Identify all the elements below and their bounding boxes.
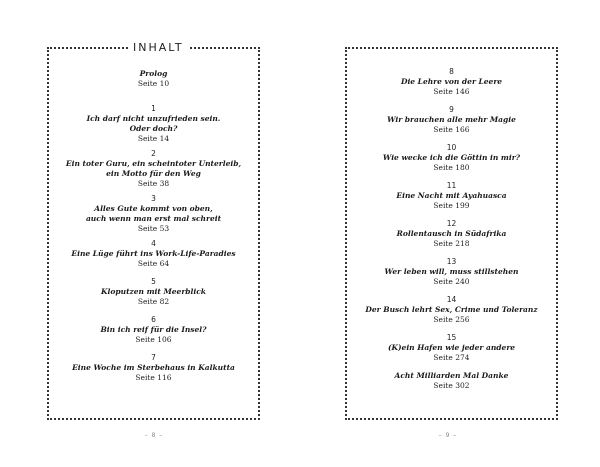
entry-number: 14 bbox=[446, 295, 457, 304]
toc-entry bbox=[347, 181, 556, 211]
entry-number: 6 bbox=[151, 315, 156, 324]
entry-number: 15 bbox=[446, 333, 457, 342]
entry-number: 1 bbox=[151, 104, 156, 113]
toc-entry bbox=[347, 143, 556, 173]
entry-number: 7 bbox=[151, 353, 156, 362]
page-number: – 8 – bbox=[144, 432, 164, 439]
entry-page: Seite 106 bbox=[135, 335, 172, 344]
entry-page: Seite 53 bbox=[137, 224, 170, 233]
entry-title: Rollentausch in Südafrika bbox=[396, 229, 507, 238]
entry-title: Eine Nacht mit Ayahuasca bbox=[396, 191, 507, 200]
entry-title: Prolog bbox=[139, 69, 168, 78]
toc-heading bbox=[129, 40, 188, 56]
entry-page: Seite 38 bbox=[137, 179, 170, 188]
toc-entry bbox=[49, 315, 258, 345]
entry-title-line2: auch wenn man erst mal schreit bbox=[85, 214, 222, 223]
entry-number: 13 bbox=[446, 257, 457, 266]
entry-page: Seite 10 bbox=[137, 79, 170, 88]
entry-title-line2: Oder doch? bbox=[129, 124, 178, 133]
entry-title: Wer leben will, muss stillstehen bbox=[384, 267, 519, 276]
entry-number: 2 bbox=[151, 149, 156, 158]
entry-title: Eine Lüge führt ins Work-Life-Paradies bbox=[71, 249, 236, 258]
entry-number: 3 bbox=[151, 194, 156, 203]
entry-page: Seite 180 bbox=[433, 163, 470, 172]
toc-entry bbox=[347, 67, 556, 97]
entry-page: Seite 64 bbox=[137, 259, 170, 268]
entry-page: Seite 116 bbox=[135, 373, 172, 382]
toc-entry bbox=[49, 194, 258, 234]
entry-title: Bin ich reif für die Insel? bbox=[100, 325, 207, 334]
toc-entry bbox=[347, 257, 556, 287]
entry-number: 11 bbox=[446, 181, 457, 190]
toc-frame-left bbox=[47, 41, 260, 420]
entry-title: Der Busch lehrt Sex, Crime und Toleranz bbox=[365, 305, 538, 314]
entry-title: Wie wecke ich die Göttin in mir? bbox=[382, 153, 521, 162]
entry-number: 9 bbox=[449, 105, 454, 114]
entry-page: Seite 146 bbox=[433, 87, 470, 96]
right-page bbox=[300, 0, 600, 467]
entry-page: Seite 274 bbox=[433, 353, 470, 362]
toc-heading-text: INHALT bbox=[133, 41, 184, 54]
entry-title: Eine Woche im Sterbehaus in Kalkutta bbox=[72, 363, 235, 372]
toc-entry bbox=[347, 105, 556, 135]
entry-page: Seite 199 bbox=[433, 201, 470, 210]
entry-title: Alles Gute kommt von oben, bbox=[94, 204, 213, 213]
entry-number: 8 bbox=[449, 67, 454, 76]
toc-frame-right bbox=[345, 47, 558, 420]
entry-page: Seite 166 bbox=[433, 125, 470, 134]
entry-number: 4 bbox=[151, 239, 156, 248]
entry-title-line2: ein Motto für den Weg bbox=[106, 169, 201, 178]
entry-title: Ein toter Guru, ein scheintoter Unterleib, bbox=[65, 159, 242, 168]
toc-entry bbox=[49, 69, 258, 89]
toc-entry bbox=[49, 353, 258, 383]
entry-page: Seite 240 bbox=[433, 277, 470, 286]
toc-entry bbox=[49, 277, 258, 307]
entry-page: Seite 302 bbox=[433, 381, 470, 390]
entry-title: Wir brauchen alle mehr Magie bbox=[387, 115, 516, 124]
entry-title: Acht Milliarden Mal Danke bbox=[394, 371, 509, 380]
toc-entry bbox=[49, 239, 258, 269]
toc-entry bbox=[347, 219, 556, 249]
entry-page: Seite 82 bbox=[137, 297, 170, 306]
page-number: – 9 – bbox=[438, 432, 458, 439]
entry-page: Seite 14 bbox=[137, 134, 170, 143]
entry-title: Kloputzen mit Meerblick bbox=[101, 287, 206, 296]
entry-page: Seite 256 bbox=[433, 315, 470, 324]
entry-title: Ich darf nicht unzufrieden sein. bbox=[86, 114, 221, 123]
entry-title: (K)ein Hafen wie jeder andere bbox=[387, 343, 516, 352]
toc-entry bbox=[347, 333, 556, 363]
entry-title: Die Lehre von der Leere bbox=[400, 77, 503, 86]
toc-entry bbox=[49, 149, 258, 189]
toc-entry bbox=[49, 104, 258, 144]
entry-number: 12 bbox=[446, 219, 457, 228]
entry-number: 5 bbox=[151, 277, 156, 286]
toc-entry bbox=[347, 371, 556, 391]
entry-page: Seite 218 bbox=[433, 239, 470, 248]
toc-entry bbox=[347, 295, 556, 325]
entry-number: 10 bbox=[446, 143, 457, 152]
